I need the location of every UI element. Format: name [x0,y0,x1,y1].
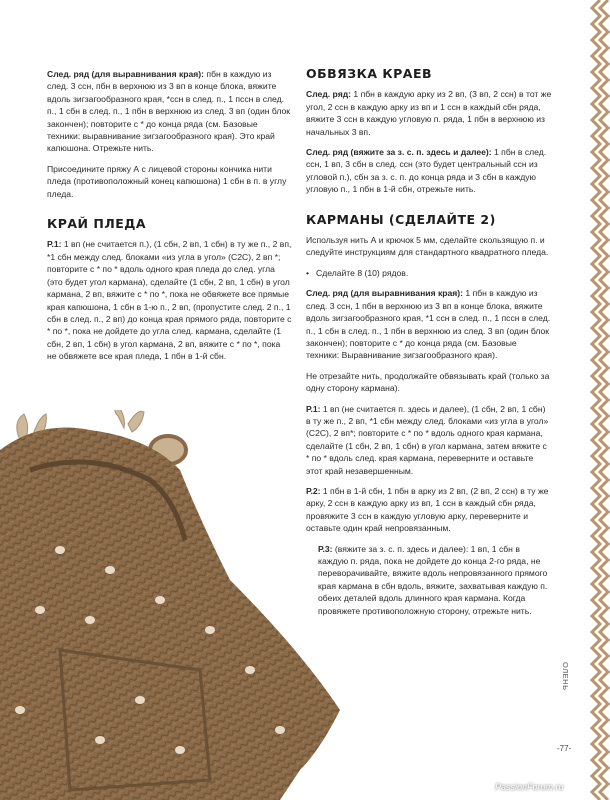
left-p1-text: пбн в каждую из след. 3 ссн, пбн в верхнюю из 3 вп в конце блока, вяжите вдоль зигзагообразного края, *ссн в след. п., 1 пссн в след. п., 1 сбн в след. п., 1 пбн в верхнюю из след. 3 вп (один блок закончен); повторите с * до конца ряда (см. Базовые техники: выравнивание зигзагообразного края). Это край капюшона. Отрежьте нить. [47,69,291,154]
zigzag-border [588,0,610,800]
watermark: PassionForum.ru [495,782,564,792]
right-paragraph-1 [306,88,552,138]
right-p4-label: След. ряд (для выравнивания края): [306,288,464,299]
right-paragraph-2 [306,146,552,196]
right-paragraph-4 [306,287,552,361]
left-column [47,68,292,371]
right-r1-label: Р.1: [306,403,321,414]
heading-blanket-edge: КРАЙ ПЛЕДА [47,216,147,232]
heading-pockets: КАРМАНЫ (СДЕЛАЙТЕ 2) [306,211,496,227]
left-p1-label: След. ряд (для выравнивания края): [47,69,205,79]
side-label: ОЛЕНЬ [561,662,570,691]
deer-blanket-photo [0,410,360,800]
left-r1-text: 1 вп (не считается п.), (1 сбн, 2 вп, 1 сбн) в ту же п., 2 вп, *1 сбн между след. блоками «из угла в угол» (С2С), 2 вп *; повторите с * по * вдоль одного края пледа до след. угла (это будет угол кармана), сделайте (1 сбн, 2 вп, 1 сбн) в угол кармана, 2 вп, вяжите с * по *, пока не обвяжете все прямые края капюшона, 1 сбн в 1-ю п., 2 вп, (пропустите след. 2 п., 1 сбн в след. п., 2 вп) до конца края прямого ряда, повторите с * по *, пока не дойдете до угла след. кармана, сделайте (1 сбн, 2 вп, 1 сбн) в угол кармана, 2 вп, вяжите с * по *, пока не обвяжете все края пледа, 1 пбн в 1-й сбн. [47,239,292,362]
heading-edge-binding: ОБВЯЗКА КРАЕВ [306,66,433,81]
bullet-rows: • Сделайте 8 (10) рядов. [306,267,552,279]
antler-right [115,410,144,432]
left-paragraph-2: Присоедините пряжу А с лицевой стороны кончика нити пледа (противоположный конец капюшона) 1 сбн в п. в углу пледа. [47,163,287,199]
right-r2-text: 1 пбн в 1-й сбн, 1 пбн в арку из 2 вп, (2 вп, 2 ссн) в ту же арку, 2 ссн в каждую арку из вп, 1 ссн в каждый сбн ряда, провяжите 3 ссн в каждую угловую арку, переверните и оставьте один край непровязанным. [306,485,549,534]
left-paragraph-1 [47,68,292,155]
page-number: -77- [557,744,572,753]
left-row-1 [47,238,292,362]
right-r3-text: (вяжите за з. с. п. здесь и далее): 1 вп, 1 сбн в каждую п. ряда, пока не дойдете до конца 2-го ряда, не переворачивайте, вяжите вдоль непровязанного прямого края кармана в сбн вдоль, вяжите, захватывая каждую п. обеих деталей вдоль длинного края кармана. Когда провяжете противоположную сторону, отрежьте нить. [318,543,548,616]
right-paragraph-3: Используя нить А и крючок 5 мм, сделайте скользящую п. и следуйте инструкциям для стандартного квадратного пледа. [306,235,549,258]
right-p1-text: 1 пбн в каждую арку из 2 вп, (3 вп, 2 ссн) в тот же угол, 2 ссн в каждую арку из вп и 1 ссн в каждый сбн ряда, вяжите 3 ссн в каждую угловую п. ряда, 1 пбн в верхнюю из начальных 3 вп. [306,89,552,137]
right-r3-label: Р.3: [318,543,333,554]
right-r1-text: 1 вп (не считается п. здесь и далее), (1 сбн, 2 вп, 1 сбн) в ту же п., 2 вп, *1 сбн между след. блоками «из угла в угол» (С2С), 2 вп*; повторите с * по * вдоль одного края кармана, сделайте (1 сбн, 2 вп, 1 сбн) в угол кармана, затем вяжите с * по * вдоль след. края кармана, переверните и оставьте этот край незавершенным. [306,403,549,476]
right-p1-label: След. ряд: [306,89,352,100]
right-p4-text: 1 пбн в каждую из след. 3 ссн, 1 пбн в верхнюю из 3 вп в конце блока, вяжите вдоль зигзагообразного края, *1 ссн в след. п., 1 пссн в след. п., 1 сбн в след. п., 1 пбн в верхнюю из след. 3 вп (один блок закончен); повторите с * до конца ряда (см. Базовые техники: Выравнивание зигзагообразного края). [306,288,551,361]
right-r2-label: Р.2: [306,485,321,496]
right-p2-label: След. ряд (вяжите за з. с. п. здесь и далее): [306,147,492,158]
right-p2-text: 1 пбн в след. ссн, 1 вп, 3 сбн в след. ссн (это будет центральный ссн из угловой п.), сбн за з. с. п. до конца ряда и 3 сбн в каждую угловую п., 1 пбн в 1-й сбн, отрежьте нить. [306,147,547,195]
right-paragraph-5: Не отрезайте нить, продолжайте обвязывать край (только за одну сторону кармана). [306,370,550,394]
left-r1-label: Р.1: [47,239,62,250]
